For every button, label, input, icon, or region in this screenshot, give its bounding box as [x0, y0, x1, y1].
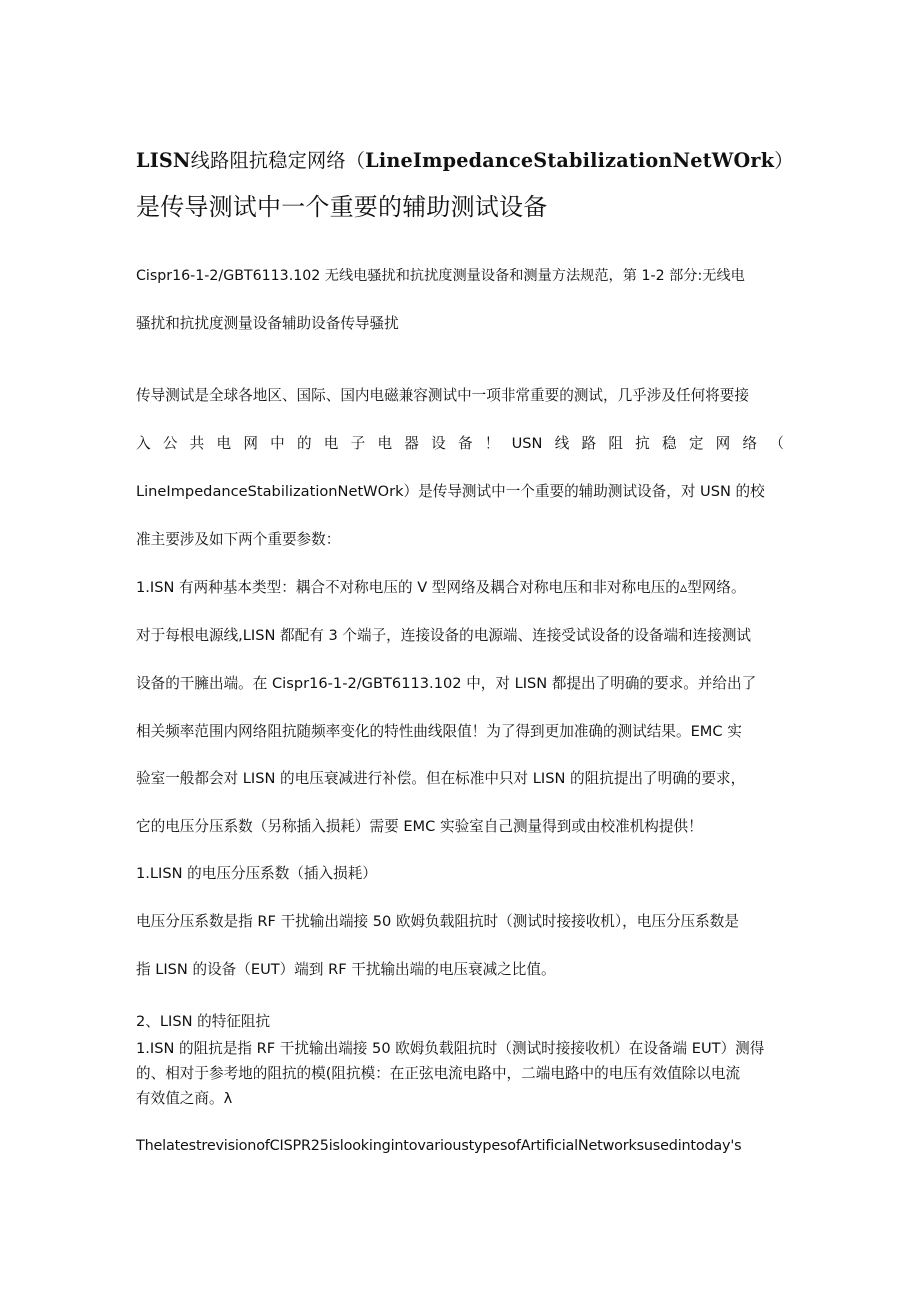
section-2-heading: 2、LISN 的特征阻抗 — [136, 1013, 271, 1030]
intro-line-3: LineImpedanceStabilizationNetWOrk）是传导测试中一个重要的辅助测试设备，对 USN 的校 — [136, 483, 765, 500]
document-title-line-2: 是传导测试中一个重要的辅助测试设备 — [136, 193, 548, 221]
types-line-1: 1.ISN 有两种基本类型：耦合不对称电压的 V 型网络及耦合对称电压和非对称电压的▵型网络。 — [136, 579, 746, 596]
section-1-heading: 1.LISN 的电压分压系数（插入损耗） — [136, 865, 377, 882]
intro-char: 网 — [243, 435, 258, 452]
intro-line-2 — [136, 434, 784, 454]
intro-char: 的 — [296, 435, 312, 452]
types-line-5: 验室一般都会对 LISN 的电压衰减进行补偿。但在标准中只对 LISN 的阻抗提出了明确的要求， — [136, 770, 746, 787]
section-2-line-3: 有效值之商。λ — [136, 1090, 233, 1107]
document-title-line-1 — [136, 144, 796, 178]
section-2-line-1: 1.ISN 的阻抗是指 RF 干扰输出端接 50 欧姆负载阻抗时（测试时接接收机）在设备端 EUT）测得 — [136, 1040, 765, 1057]
intro-char: 电 — [216, 435, 232, 452]
intro-char: 备 — [457, 435, 473, 452]
intro-char: 电 — [323, 435, 339, 452]
intro-char: 路 — [581, 435, 597, 452]
section-1-line-2: 指 LISN 的设备（EUT）端到 RF 干扰输出端的电压衰减之比值。 — [136, 961, 556, 978]
section-1-line-1: 电压分压系数是指 RF 干扰输出端接 50 欧姆负载阻抗时（测试时接接收机），电压分压系数是 — [136, 913, 739, 930]
intro-char: 子 — [350, 435, 366, 452]
types-line-4: 相关频率范围内网络阻抗随频率变化的特性曲线限值！为了得到更加准确的测试结果。EMC 实 — [136, 723, 742, 740]
intro-char: 络 — [742, 435, 758, 452]
title-cn-part: 线路阻抗稳定网络（ — [190, 149, 366, 172]
intro-char: 设 — [431, 435, 446, 452]
title-close-paren: ） — [774, 149, 794, 172]
intro-char: 抗 — [635, 435, 650, 452]
intro-char: 线 — [554, 435, 570, 452]
intro-char: 定 — [688, 435, 704, 452]
section-2-line-2: 的、相对于参考地的阻抗的模(阻抗模：在正弦电流电路中，二端电路中的电压有效值除以电流 — [136, 1065, 741, 1082]
title-en-part: LineImpedanceStabilizationNetWOrk — [365, 149, 775, 172]
intro-line-4: 准主要涉及如下两个重要参数： — [136, 531, 341, 548]
intro-char: ！ — [484, 435, 500, 452]
intro-char: 公 — [162, 435, 178, 452]
intro-char: 阻 — [608, 435, 623, 452]
english-line-1: ThelatestrevisionofCISPR25islookingintovarioustypesofArtificialNetworksusedintoday's — [136, 1138, 742, 1154]
intro-char: 共 — [189, 435, 205, 452]
intro-char: 网 — [715, 435, 731, 452]
intro-char: 中 — [270, 435, 285, 452]
intro-char: 入 — [136, 435, 151, 452]
intro-char: （ — [769, 435, 784, 452]
title-lisn: LISN — [136, 149, 191, 172]
intro-char: 稳 — [662, 435, 677, 452]
intro-char: 器 — [404, 435, 419, 452]
types-line-6: 它的电压分压系数（另称插入损耗）需要 EMC 实验室自己测量得到或由校准机构提供！ — [136, 818, 703, 835]
intro-char: 电 — [377, 435, 393, 452]
types-line-2: 对于每根电源线,LISN 都配有 3 个端子，连接设备的电源端、连接受试设备的设备端和连接测试 — [136, 627, 752, 644]
intro-line-1: 传导测试是全球各地区、国际、国内电磁兼容测试中一项非常重要的测试，几乎涉及任何将要接 — [136, 387, 749, 404]
intro-char: USN — [511, 435, 543, 452]
types-line-3: 设备的干臃出端。在 Cispr16-1-2/GBT6113.102 中，对 LISN 都提出了明确的要求。并给出了 — [136, 675, 757, 692]
standard-line-1: Cispr16-1-2/GBT6113.102 无线电骚扰和抗扰度测量设备和测量方法规范，第 1-2 部分:无线电 — [136, 268, 745, 284]
standard-line-2: 骚扰和抗扰度测量设备辅助设备传导骚扰 — [136, 315, 399, 332]
